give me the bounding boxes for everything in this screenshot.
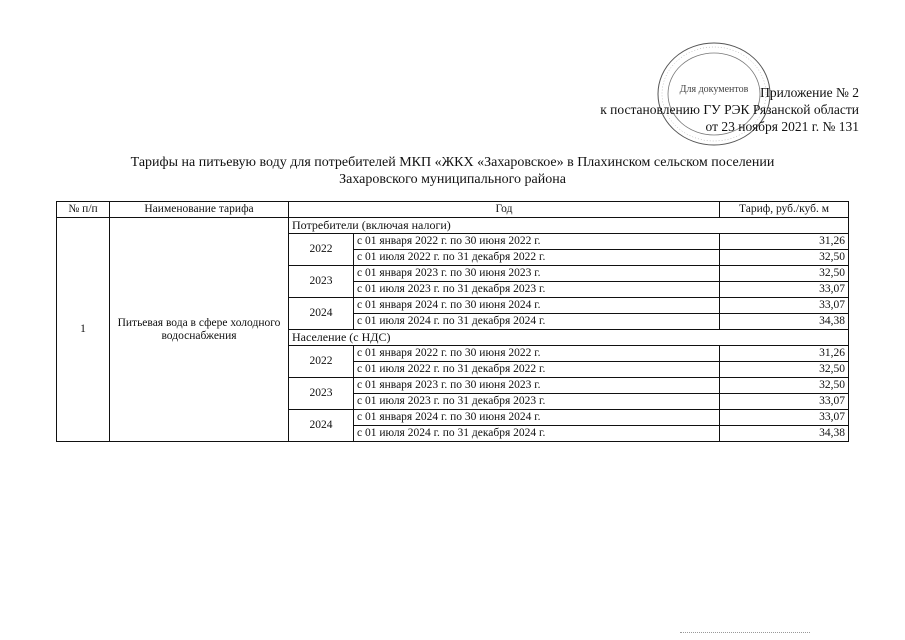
document-title xyxy=(0,154,905,188)
appendix-block xyxy=(600,84,859,135)
year-cell: 2024 xyxy=(289,298,354,330)
tariff-cell: 31,26 xyxy=(720,346,849,362)
appendix-decree: к постановлению ГУ РЭК Рязанской области xyxy=(600,102,859,117)
tariff-cell: 33,07 xyxy=(720,282,849,298)
category-consumers: Потребители (включая налоги) xyxy=(289,218,849,234)
period-cell: с 01 июля 2022 г. по 31 декабря 2022 г. xyxy=(354,250,720,266)
scan-artifact-line xyxy=(680,632,810,635)
header-tariff-value: Тариф, руб./куб. м xyxy=(720,202,849,218)
appendix-date: от 23 ноября 2021 г. № 131 xyxy=(705,119,859,134)
period-cell: с 01 января 2023 г. по 30 июня 2023 г. xyxy=(354,378,720,394)
year-cell: 2022 xyxy=(289,234,354,266)
header-tariff-name: Наименование тарифа xyxy=(110,202,289,218)
tariff-table xyxy=(56,201,849,442)
period-cell: с 01 января 2022 г. по 30 июня 2022 г. xyxy=(354,346,720,362)
table-header-row xyxy=(57,202,849,218)
period-cell: с 01 января 2024 г. по 30 июня 2024 г. xyxy=(354,410,720,426)
period-cell: с 01 июля 2022 г. по 31 декабря 2022 г. xyxy=(354,362,720,378)
table-row xyxy=(57,218,849,234)
period-cell: с 01 июля 2023 г. по 31 декабря 2023 г. xyxy=(354,394,720,410)
tariff-cell: 33,07 xyxy=(720,298,849,314)
tariff-cell: 31,26 xyxy=(720,234,849,250)
tariff-cell: 32,50 xyxy=(720,362,849,378)
period-cell: с 01 января 2023 г. по 30 июня 2023 г. xyxy=(354,266,720,282)
title-line-2: Захаровского муниципального района xyxy=(339,172,566,187)
tariff-cell: 32,50 xyxy=(720,378,849,394)
tariff-cell: 32,50 xyxy=(720,250,849,266)
year-cell: 2022 xyxy=(289,346,354,378)
period-cell: с 01 января 2022 г. по 30 июня 2022 г. xyxy=(354,234,720,250)
tariff-cell: 33,07 xyxy=(720,410,849,426)
year-cell: 2023 xyxy=(289,266,354,298)
period-cell: с 01 июля 2024 г. по 31 декабря 2024 г. xyxy=(354,314,720,330)
period-cell: с 01 января 2024 г. по 30 июня 2024 г. xyxy=(354,298,720,314)
tariff-name: Питьевая вода в сфере холодного водоснабжения xyxy=(110,218,289,442)
tariff-cell: 34,38 xyxy=(720,426,849,442)
period-cell: с 01 июля 2024 г. по 31 декабря 2024 г. xyxy=(354,426,720,442)
category-population: Население (с НДС) xyxy=(289,330,849,346)
appendix-title: Приложение № 2 xyxy=(760,85,859,100)
year-cell: 2023 xyxy=(289,378,354,410)
tariff-cell: 34,38 xyxy=(720,314,849,330)
title-line-1: Тарифы на питьевую воду для потребителей МКП «ЖКХ «Захаровское» в Плахинском сельском поселении xyxy=(130,155,775,170)
tariff-cell: 33,07 xyxy=(720,394,849,410)
year-cell: 2024 xyxy=(289,410,354,442)
header-year: Год xyxy=(289,202,720,218)
row-number: 1 xyxy=(57,218,110,442)
stamp-text: Для документов xyxy=(679,84,749,95)
period-cell: с 01 июля 2023 г. по 31 декабря 2023 г. xyxy=(354,282,720,298)
header-number: № п/п xyxy=(57,202,110,218)
tariff-cell: 32,50 xyxy=(720,266,849,282)
